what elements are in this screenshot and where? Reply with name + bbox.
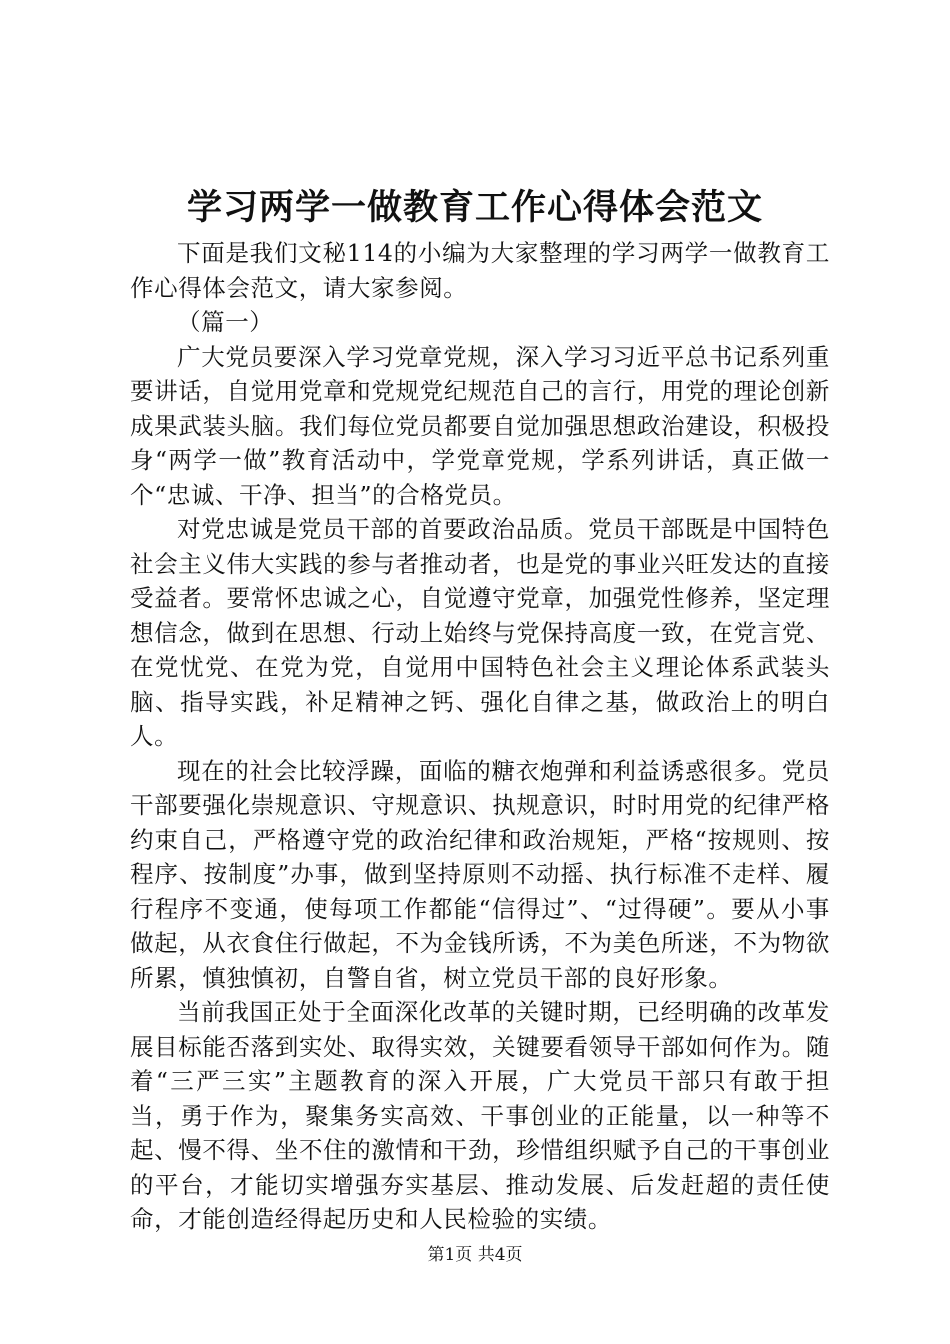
page-number: 第1页 共4页 [427, 1245, 523, 1265]
body-paragraph: 现在的社会比较浮躁，面临的糖衣炮弹和利益诱惑很多。党员干部要强化崇规意识、守规意识、执规意识，时时用党的纪律严格约束自己，严格遵守党的政治纪律和政治规矩，严格“按规则、按程序、按制度”办事，做到坚持原则不动摇、执行标准不走样、履行程序不变通，使每项工作都能“信得过”、“过得硬”。要从小事做起，从衣食住行做起，不为金钱所诱，不为美色所迷，不为物欲所累，慎独慎初，自警自省，树立党员干部的良好形象。 [130, 756, 830, 992]
body-paragraph: 对党忠诚是党员干部的首要政治品质。党员干部既是中国特色社会主义伟大实践的参与者推动者，也是党的事业兴旺发达的直接受益者。要常怀忠诚之心，自觉遵守党章，加强党性修养，坚定理想信念，做到在思想、行动上始终与党保持高度一致，在党言党、在党忧党、在党为党，自觉用中国特色社会主义理论体系武装头脑、指导实践，补足精神之钙、强化自律之基，做政治上的明白人。 [130, 515, 830, 750]
intro-paragraph: 下面是我们文秘114的小编为大家整理的学习两学一做教育工作心得体会范文，请大家参阅。 [130, 239, 830, 302]
body-paragraph: 广大党员要深入学习党章党规，深入学习习近平总书记系列重要讲话，自觉用党章和党规党纪规范自己的言行，用党的理论创新成果武装头脑。我们每位党员都要自觉加强思想政治建设，积极投身“两学一做”教育活动中，学党章党规，学系列讲话，真正做一个“忠诚、干净、担当”的合格党员。 [130, 342, 830, 509]
document-body [130, 236, 830, 1237]
body-paragraph: 当前我国正处于全面深化改革的关键时期，已经明确的改革发展目标能否落到实处、取得实效，关键要看领导干部如何作为。随着“三严三实”主题教育的深入开展，广大党员干部只有敢于担当，勇于作为，聚集务实高效、干事创业的正能量，以一种等不起、慢不得、坐不住的激情和干劲，珍惜组织赋予自己的干事创业的平台，才能切实增强夯实基层、推动发展、后发赶超的责任使命，才能创造经得起历史和人民检验的实绩。 [130, 998, 830, 1233]
section-heading: （篇一） [177, 308, 274, 336]
document-title: 学习两学一做教育工作心得体会范文 [186, 187, 763, 228]
